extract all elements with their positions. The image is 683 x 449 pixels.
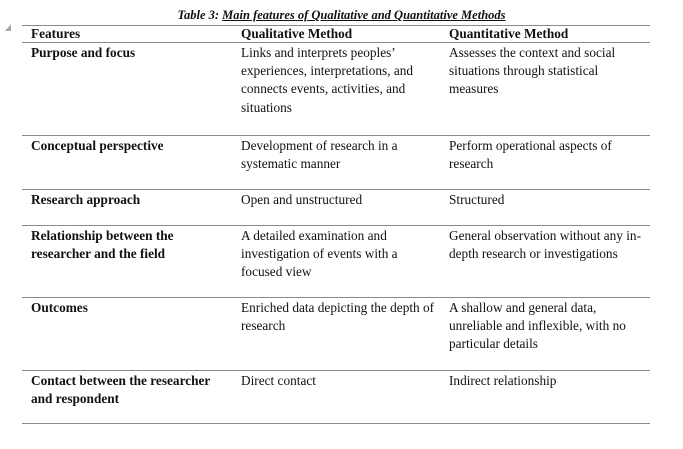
quantitative-cell: A shallow and general data, unreliable and inflexible, with no particular details (449, 300, 626, 352)
quantitative-cell: General observation without any in-depth research or investigations (449, 228, 642, 262)
table-row (22, 190, 650, 226)
feature-cell: Purpose and focus (31, 45, 136, 60)
header-quantitative: Quantitative Method (449, 26, 569, 41)
qualitative-cell: Direct contact (241, 373, 316, 388)
quantitative-cell: Indirect relationship (449, 373, 557, 388)
table-row (22, 371, 650, 424)
feature-cell: Research approach (31, 192, 141, 207)
table-row (22, 43, 650, 136)
features-table (22, 25, 650, 424)
table-move-handle-icon[interactable] (5, 24, 11, 31)
header-qualitative: Qualitative Method (241, 26, 353, 41)
qualitative-cell: Open and unstructured (241, 192, 363, 207)
qualitative-cell: Links and interprets peoples’ experiences, interpretations, and connects events, activities, and situations (241, 45, 414, 115)
table-row (22, 298, 650, 371)
table-header-row (22, 26, 650, 43)
feature-cell: Contact between the researcher and respondent (31, 373, 211, 407)
caption-prefix: Table 3: (177, 8, 223, 22)
qualitative-cell: A detailed examination and investigation of events with a focused view (241, 228, 398, 280)
feature-cell: Conceptual perspective (31, 138, 164, 153)
quantitative-cell: Assesses the context and social situations through statistical measures (449, 45, 616, 97)
table-caption (0, 7, 683, 23)
qualitative-cell: Development of research in a systematic manner (241, 138, 398, 172)
quantitative-cell: Perform operational aspects of research (449, 138, 612, 172)
feature-cell: Outcomes (31, 300, 88, 315)
caption-title: Main features of Qualitative and Quantitative Methods (222, 8, 506, 22)
header-features: Features (31, 26, 81, 41)
table-row (22, 226, 650, 298)
table-row (22, 136, 650, 190)
features-table-container (22, 25, 650, 424)
qualitative-cell: Enriched data depicting the depth of research (241, 300, 435, 334)
feature-cell: Relationship between the researcher and the field (31, 228, 174, 262)
quantitative-cell: Structured (449, 192, 505, 207)
